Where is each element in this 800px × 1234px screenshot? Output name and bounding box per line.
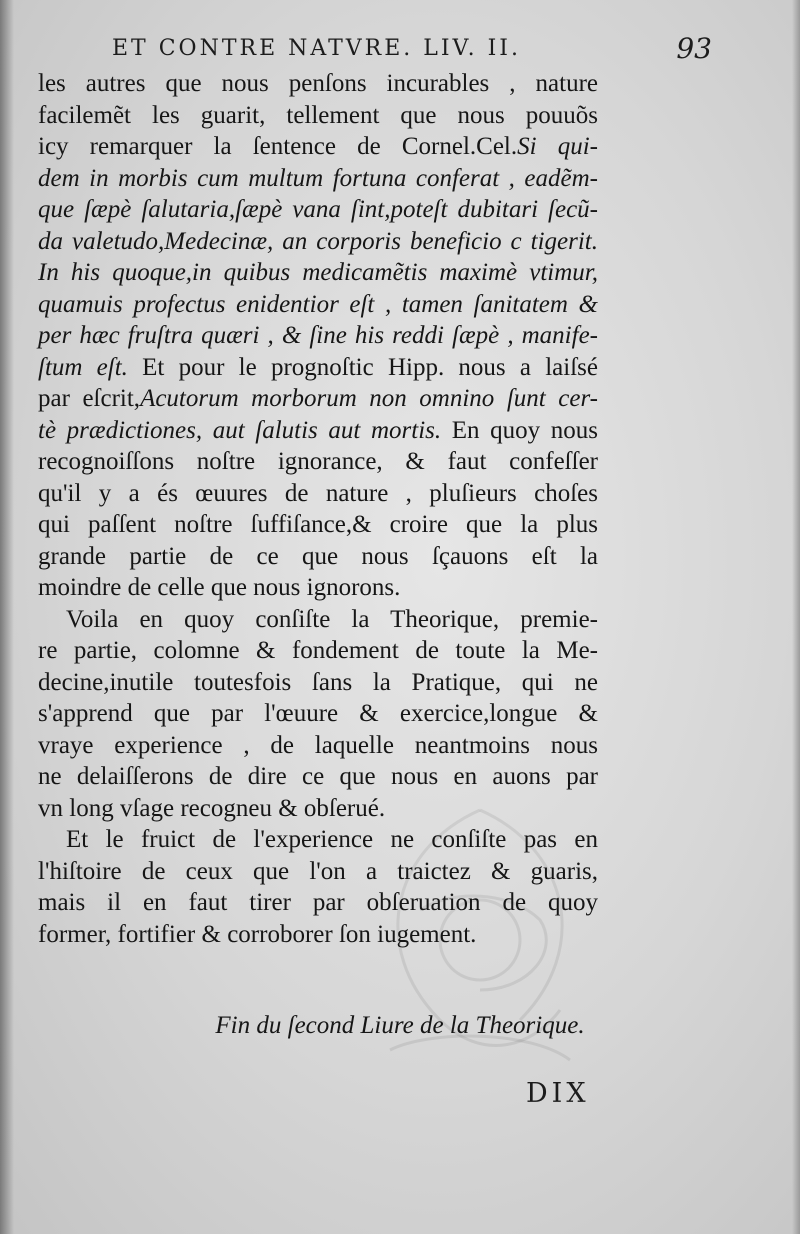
text-line	[38, 541, 598, 573]
text-line-roman-tail: En quoy nous	[441, 416, 599, 444]
text-line	[38, 761, 598, 793]
text-line-main: Et le fruict de l'experience ne conſiſte pas en	[66, 826, 598, 853]
text-line-main: vn long vſage recogneu & obſerué.	[38, 794, 386, 822]
text-line	[38, 856, 598, 888]
text-line-main: da valetudo,Medecinæ, an corporis beneficio c tigerit.	[38, 227, 598, 255]
text-line	[38, 320, 598, 352]
text-line	[38, 635, 598, 667]
text-line	[38, 352, 598, 384]
text-line	[38, 698, 598, 730]
text-line-main: decine,inutile toutesfois ſans la Pratique, qui ne	[38, 668, 598, 696]
text-line	[38, 509, 598, 541]
book-explicit: Fin du ſecond Liure de la Theorique.	[215, 1012, 585, 1039]
text-line-main: qu'il y a és œuures de nature , pluſieurs choſes	[38, 479, 598, 507]
text-line	[38, 163, 598, 195]
text-line-main: vraye experience , de laquelle neantmoins nous	[38, 731, 598, 759]
text-line	[38, 257, 598, 289]
text-line-main: dem in morbis cum multum fortuna conferat , eadẽm-	[38, 164, 598, 192]
text-line	[38, 289, 598, 321]
text-line-italic-tail: Si qui-	[517, 133, 598, 160]
text-line	[38, 572, 598, 604]
text-line	[38, 131, 598, 163]
text-line-main: former, fortifier & corroborer ſon iugement.	[38, 920, 477, 948]
text-line-italic-tail: Acutorum morborum non omnino ſunt cer-	[140, 385, 598, 412]
text-line	[38, 887, 598, 919]
text-line-main: ne delaiſſerons de dire ce que nous en auons par	[38, 763, 598, 790]
text-line-main: l'hiſtoire de ceux que l'on a traictez & guaris,	[38, 857, 598, 885]
text-line-main: les autres que nous penſons incurables , nature	[38, 70, 598, 97]
text-line-main: grande partie de ce que nous ſçauons eſt la	[38, 542, 598, 570]
text-line	[38, 604, 598, 636]
running-title: ET CONTRE NATVRE. LIV. II.	[112, 36, 521, 61]
text-line	[38, 478, 598, 510]
page-header	[112, 32, 712, 72]
text-line-main: s'apprend que par l'œuure & exercice,longue &	[38, 700, 598, 727]
text-line-main: facilemẽt les guarit, tellement que nous pouuõs	[38, 101, 598, 129]
text-line	[38, 667, 598, 699]
text-line	[38, 730, 598, 762]
text-line	[38, 383, 598, 415]
text-line-main: ſtum eſt.	[38, 353, 128, 381]
page-number: 93	[676, 32, 712, 65]
page-edge-shadow	[792, 0, 800, 1234]
text-line-main: quamuis profectus enidentior eſt , tamen ſanitatem &	[38, 290, 598, 318]
catchword: DIX	[526, 1078, 590, 1109]
text-line-main: recognoiſſons noſtre ignorance, & faut confeſſer	[38, 448, 598, 475]
text-line	[38, 793, 598, 825]
text-line-main: In his quoque,in quibus medicamẽtis maximè vtimur,	[38, 259, 598, 286]
gutter-shadow	[0, 0, 14, 1234]
text-line	[38, 100, 598, 132]
text-line-main: que ſæpè ſalutaria,ſæpè vana ſint,poteſt dubitari ſecũ-	[38, 196, 598, 223]
text-line	[38, 446, 598, 478]
text-line	[38, 824, 598, 856]
body-text	[38, 68, 598, 950]
text-line-main: par eſcrit,	[38, 385, 141, 412]
text-line-main: mais il en faut tirer par obſeruation de quoy	[38, 889, 598, 916]
text-line-main: Voila en quoy conſiſte la Theorique, premie-	[66, 605, 598, 633]
text-line	[38, 226, 598, 258]
text-line-main: per hæc fruſtra quæri , & ſine his reddi ſæpè , manife-	[38, 322, 598, 349]
text-line	[38, 194, 598, 226]
text-line-main: icy remarquer la ſentence de Cornel.Cel.	[38, 133, 518, 160]
text-line-main: qui paſſent noſtre ſuffiſance,& croire que la plus	[38, 511, 598, 538]
text-line-main: moindre de celle que nous ignorons.	[38, 574, 401, 601]
text-line	[38, 919, 598, 951]
text-line-roman-tail: Et pour le prognoſtic Hipp. nous a laiſsé	[127, 353, 598, 381]
text-line	[38, 415, 598, 447]
text-line-main: tè prædictiones, aut ſalutis aut mortis.	[38, 416, 442, 444]
text-line-main: re partie, colomne & fondement de toute la Me-	[38, 637, 598, 664]
text-line	[38, 68, 598, 100]
